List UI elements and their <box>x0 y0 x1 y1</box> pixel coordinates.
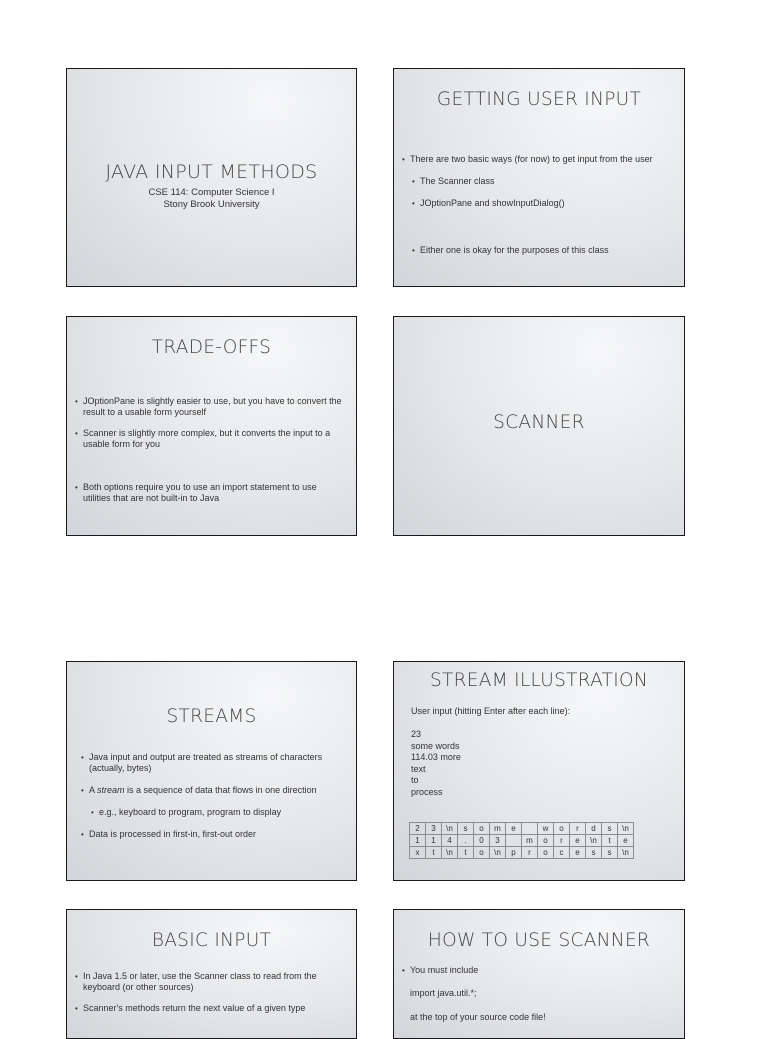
bullet-item: • Scanner is slightly more complex, but it converts the input to a usable form for you <box>75 428 342 450</box>
bullet-item: • Either one is okay for the purposes of this class <box>412 245 676 256</box>
slide-scanner <box>393 316 685 536</box>
bullet-item: • Java input and output are treated as streams of characters (actually, bytes) <box>81 752 342 774</box>
bullet-item: • There are two basic ways (for now) to get input from the user <box>402 154 676 165</box>
table-cell: e <box>570 835 586 847</box>
table-cell: x <box>410 847 426 859</box>
slide-title: TRADE-OFFS <box>151 337 272 358</box>
input-line: some words <box>411 740 460 751</box>
table-cell: \n <box>618 823 634 835</box>
table-row <box>410 847 634 859</box>
slide-title-java-input-methods <box>66 68 357 287</box>
slide-streams <box>66 661 357 881</box>
slide-title: JAVA INPUT METHODS <box>105 161 318 183</box>
bullet-list <box>75 971 342 1014</box>
table-cell: r <box>554 835 570 847</box>
slide-title: BASIC INPUT <box>151 930 272 951</box>
table-cell: t <box>602 835 618 847</box>
input-line: text <box>411 763 426 774</box>
table-cell: \n <box>442 823 458 835</box>
table-cell: o <box>554 823 570 835</box>
slide-how-to-use-scanner <box>393 909 685 1039</box>
table-cell: 3 <box>426 823 442 835</box>
intro-text: User input (hitting Enter after each line): <box>411 706 571 716</box>
table-cell: s <box>458 823 474 835</box>
table-cell: o <box>474 823 490 835</box>
table-cell: s <box>586 847 602 859</box>
input-lines <box>411 729 461 798</box>
slide-stream-illustration <box>393 661 685 881</box>
bullet-item: • e.g., keyboard to program, program to display <box>91 807 342 818</box>
slide-title: GETTING USER INPUT <box>436 89 642 110</box>
table-cell: t <box>458 847 474 859</box>
import-statement: import java.util.*; <box>410 988 477 998</box>
table-cell: w <box>538 823 554 835</box>
bullet-item: • In Java 1.5 or later, use the Scanner class to read from the keyboard (or other sources) <box>75 971 342 993</box>
table-cell: \n <box>442 847 458 859</box>
bullet-item: • JOptionPane and showInputDialog() <box>412 198 676 209</box>
slide-trade-offs <box>66 316 357 536</box>
slide-title: STREAMS <box>166 706 257 727</box>
table-cell: 4 <box>442 835 458 847</box>
input-line: 114.03 more <box>411 752 461 762</box>
table-cell: s <box>602 823 618 835</box>
input-line: process <box>411 786 443 797</box>
bullet-item: • Data is processed in first-in, first-out order <box>81 829 342 840</box>
stream-term: stream <box>97 785 125 795</box>
table-row <box>410 835 634 847</box>
table-cell: e <box>618 835 634 847</box>
table-cell: r <box>570 823 586 835</box>
bullet-item: • The Scanner class <box>412 176 676 187</box>
course-name: CSE 114: Computer Science I <box>148 187 275 198</box>
table-cell: o <box>474 847 490 859</box>
table-cell: d <box>586 823 602 835</box>
bullet-list <box>81 752 342 840</box>
table-cell: 1 <box>426 835 442 847</box>
table-cell: \n <box>618 847 634 859</box>
table-cell: e <box>506 823 522 835</box>
slide-title: STREAM ILLUSTRATION <box>430 670 648 691</box>
bullet-item: • Scanner's methods return the next value of a given type <box>75 1003 342 1014</box>
table-cell: p <box>506 847 522 859</box>
university-name: Stony Brook University <box>163 199 260 210</box>
instruction-text: at the top of your source code file! <box>410 1012 546 1022</box>
bullet-item: • A stream is a sequence of data that flows in one direction <box>81 785 342 796</box>
bullet-item: • You must include <box>402 965 676 976</box>
table-cell: t <box>426 847 442 859</box>
input-line: to <box>411 775 419 785</box>
table-cell: r <box>522 847 538 859</box>
table-cell: m <box>490 823 506 835</box>
table-cell: 0 <box>474 835 490 847</box>
table-cell: e <box>570 847 586 859</box>
slide-basic-input <box>66 909 357 1039</box>
table-row <box>410 823 634 835</box>
table-cell: s <box>602 847 618 859</box>
stream-character-table <box>409 822 634 859</box>
table-cell <box>522 823 538 835</box>
slide-subtitle <box>67 187 356 211</box>
table-cell: . <box>458 835 474 847</box>
table-cell: 2 <box>410 823 426 835</box>
bullet-list <box>402 965 676 976</box>
slide-title: SCANNER <box>493 412 585 433</box>
bullet-list <box>402 154 676 256</box>
table-cell: o <box>538 835 554 847</box>
table-cell <box>506 835 522 847</box>
bullet-list <box>75 396 342 504</box>
table-cell: c <box>554 847 570 859</box>
table-cell: \n <box>490 847 506 859</box>
slide-title: HOW TO USE SCANNER <box>427 930 651 951</box>
table-cell: 3 <box>490 835 506 847</box>
bullet-item: • JOptionPane is slightly easier to use, but you have to convert the result to a usable form yourself <box>75 396 342 418</box>
slide-getting-user-input <box>393 68 685 287</box>
table-cell: \n <box>586 835 602 847</box>
table-cell: m <box>522 835 538 847</box>
input-line: 23 <box>411 729 422 739</box>
table-cell: o <box>538 847 554 859</box>
table-cell: 1 <box>410 835 426 847</box>
bullet-item: • Both options require you to use an import statement to use utilities that are not built-in to Java <box>75 482 342 504</box>
